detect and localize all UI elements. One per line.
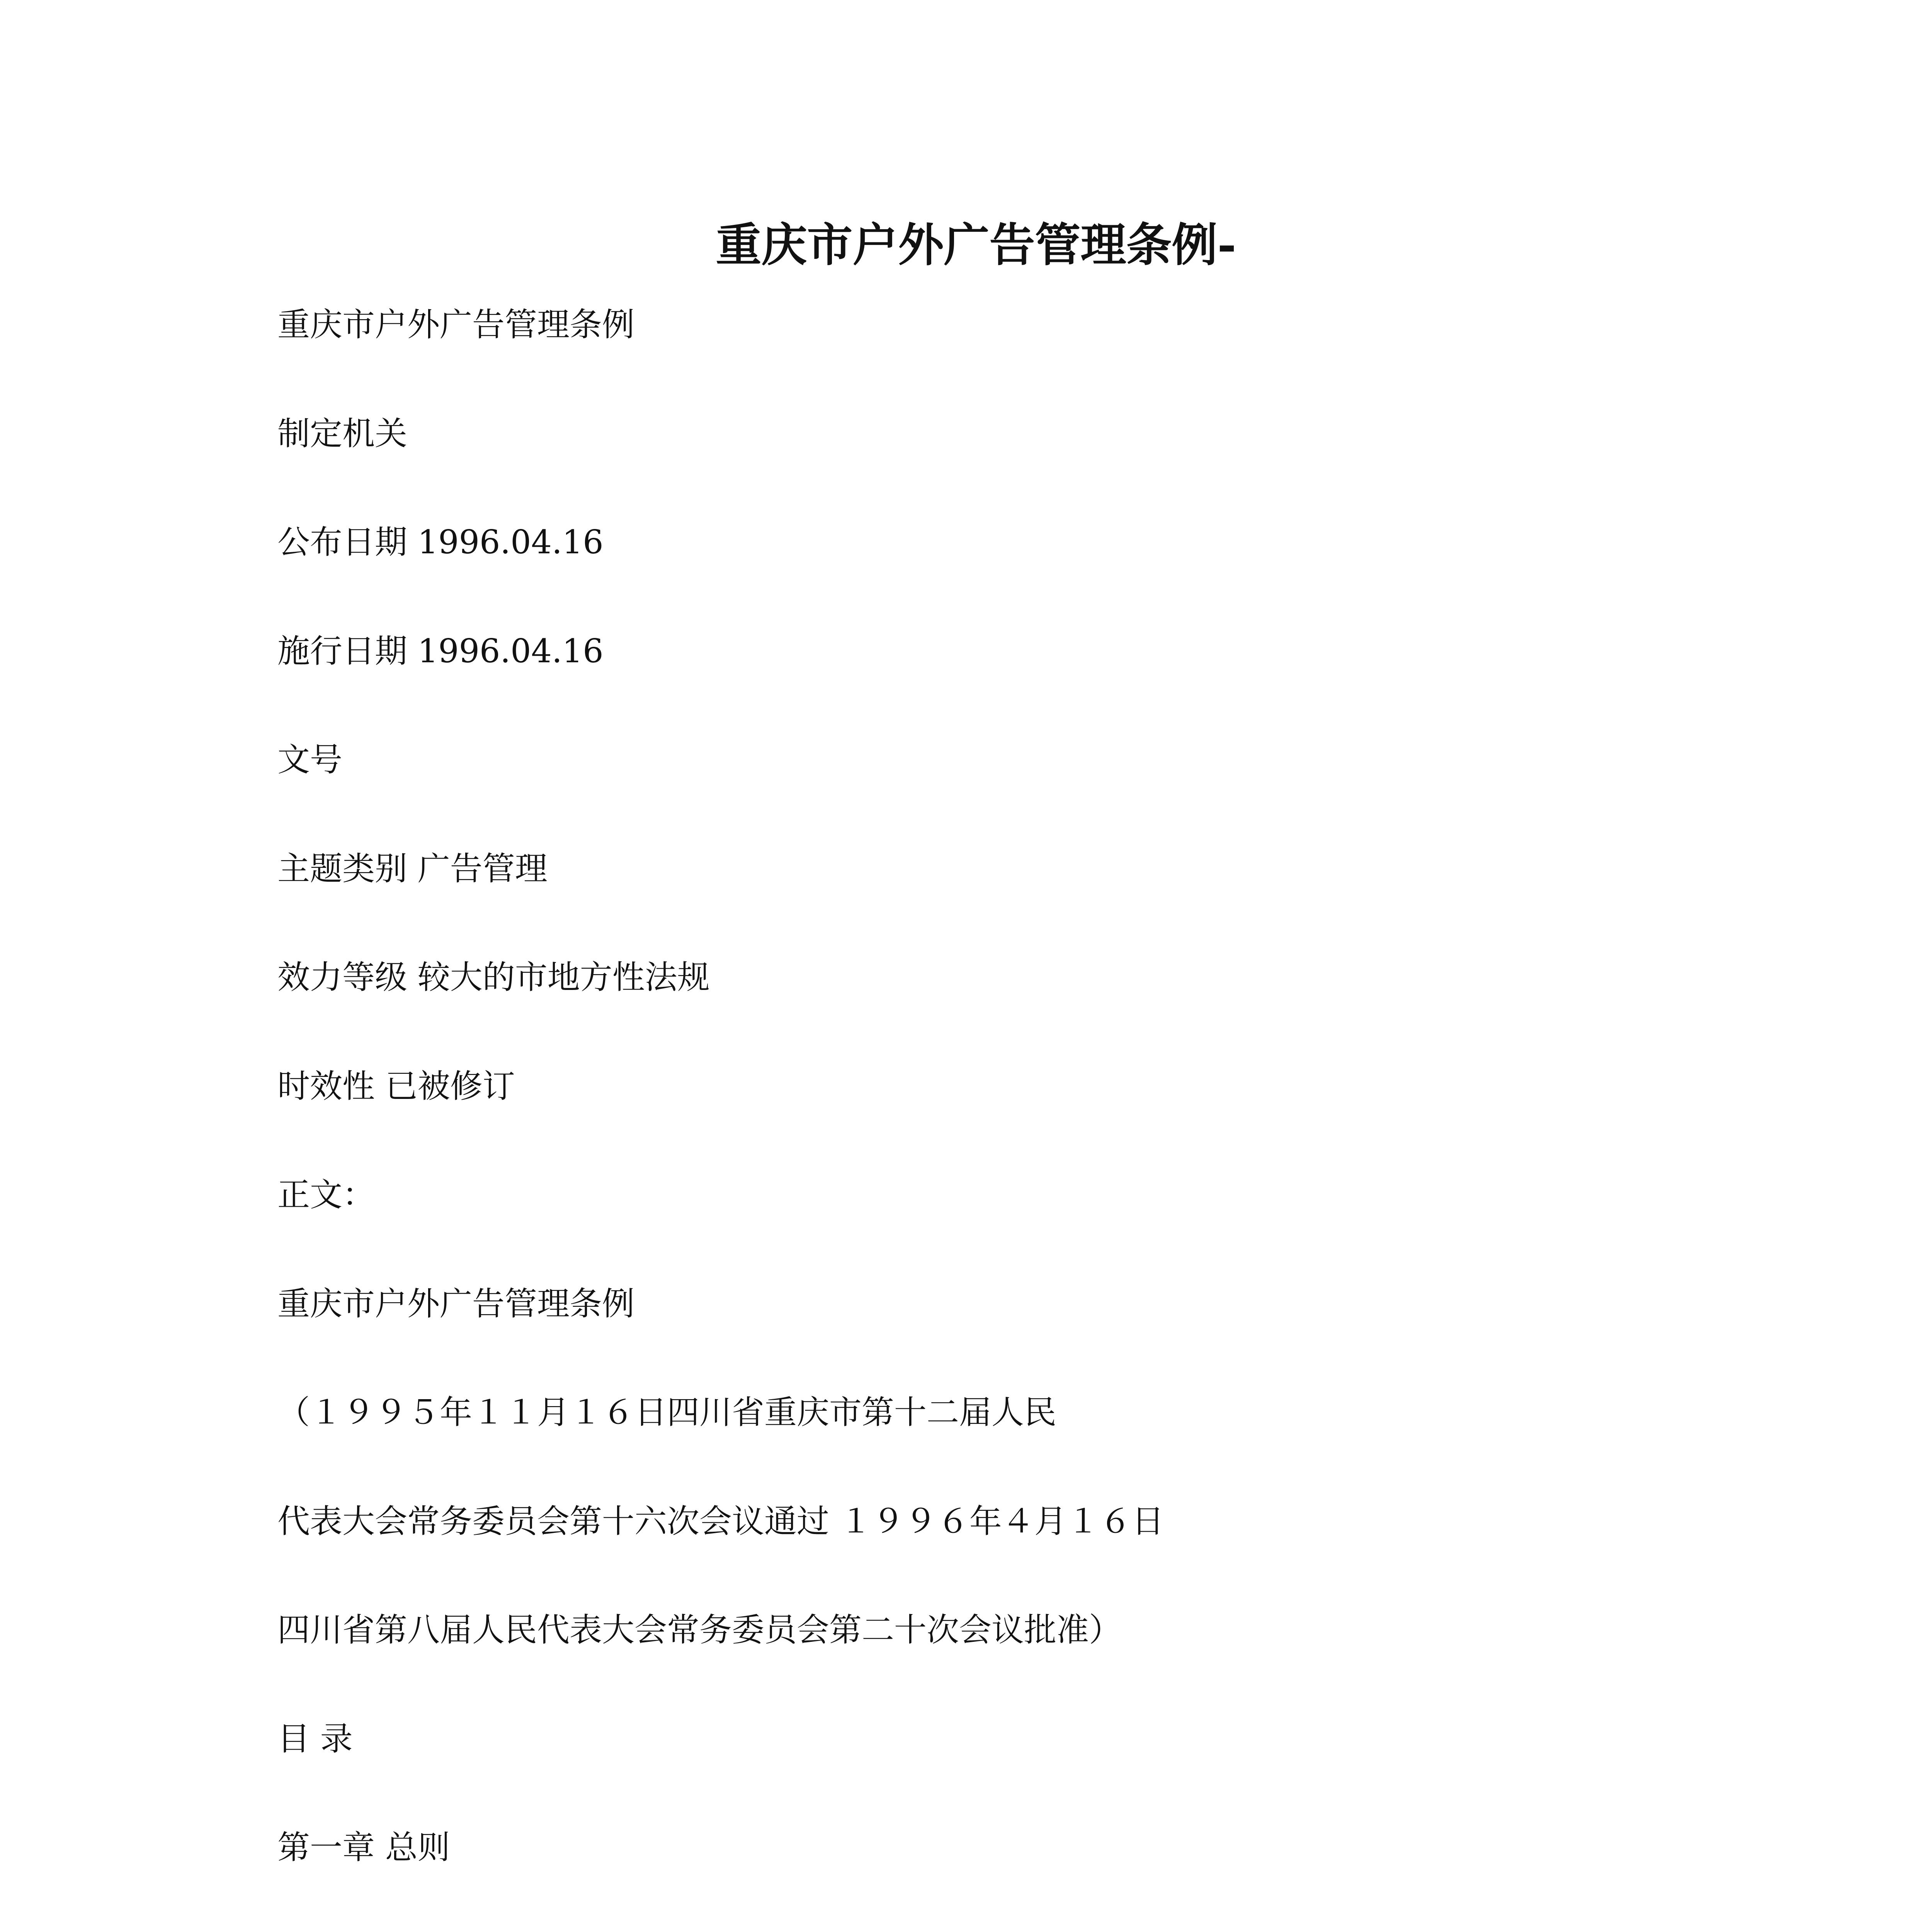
document-line-adoption-note-3: 四川省第八届人民代表大会常务委员会第二十次会议批准） [277, 1611, 1122, 1649]
document-line-topic-category: 主题类别 广告管理 [277, 849, 548, 888]
document-line-table-of-contents: 目 录 [277, 1719, 353, 1758]
document-line-body-title: 重庆市户外广告管理条例 [277, 1284, 635, 1323]
document-line-issuing-authority: 制定机关 [277, 414, 408, 452]
document-line-legal-level: 效力等级 较大的市地方性法规 [277, 958, 710, 996]
document-line-document-number: 文号 [277, 741, 343, 779]
document-line-adoption-note-1: （１９９５年１１月１６日四川省重庆市第十二届人民 [277, 1393, 1057, 1431]
document-line-effective-date: 施行日期 1996.04.16 [277, 632, 604, 670]
document-title: 重庆市户外广告管理条例- [716, 218, 1236, 272]
document-line-publication-date: 公布日期 1996.04.16 [277, 523, 604, 561]
document-body [277, 301, 1862, 1932]
document-line-body-label: 正文： [277, 1176, 375, 1214]
document-line-adoption-note-2: 代表大会常务委员会第十六次会议通过 １９９６年４月１６日 [277, 1502, 1164, 1540]
document-line-chapter-1: 第一章 总则 [277, 1828, 450, 1866]
document-line-regulation-name: 重庆市户外广告管理条例 [277, 306, 635, 344]
document-line-validity-status: 时效性 已被修订 [277, 1067, 515, 1105]
